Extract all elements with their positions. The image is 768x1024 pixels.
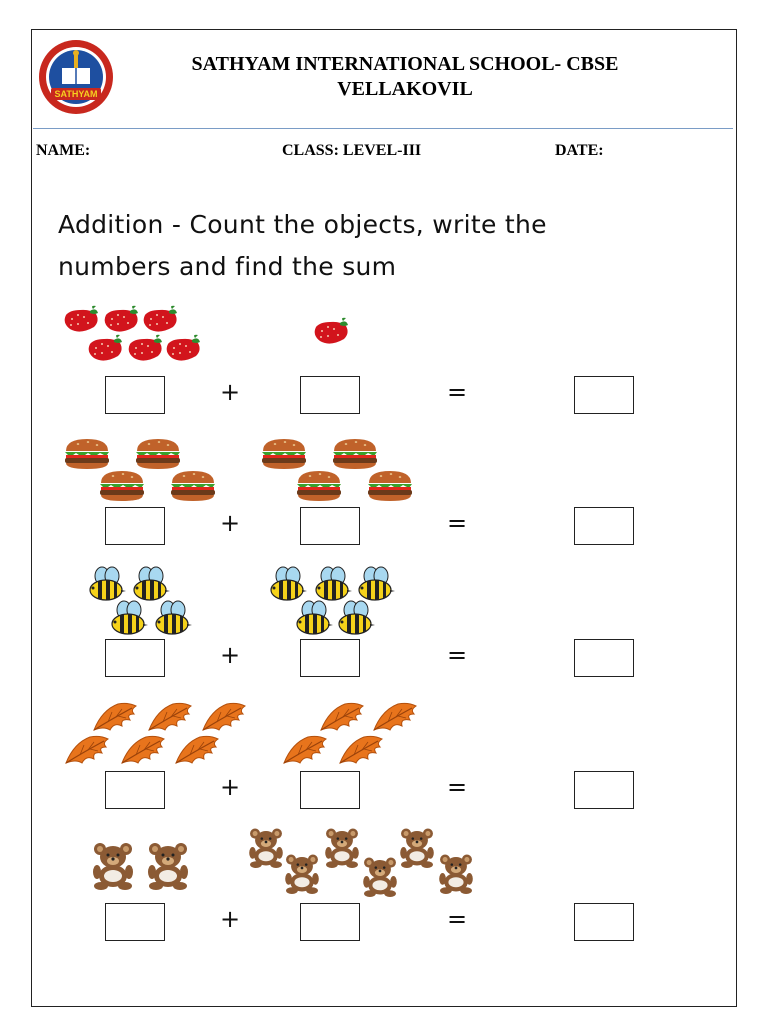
burger-icon [365,469,415,503]
instruction-text [58,204,718,288]
answer-box-sum-3[interactable] [574,639,634,677]
school-name-line2: VELLAKOVIL [337,78,473,100]
maple-leaf-icon [199,700,249,734]
teddy-bear-icon [396,826,438,868]
answer-box-right-4[interactable] [300,771,360,809]
answer-box-right-5[interactable] [300,903,360,941]
maple-leaf-icon [336,733,386,767]
teddy-bear-icon [281,852,323,894]
bee-icon [310,566,354,602]
burger-icon [259,437,309,471]
equals-sign: = [446,641,468,669]
burger-icon [168,469,218,503]
equals-sign: = [446,905,468,933]
equals-sign: = [446,773,468,801]
answer-box-sum-1[interactable] [574,376,634,414]
instruction-line1: Addition - Count the objects, write the [58,210,547,239]
equals-sign: = [446,509,468,537]
strawberry-icon [162,334,202,364]
teddy-bear-icon [321,826,363,868]
answer-box-left-3[interactable] [105,639,165,677]
maple-leaf-icon [145,700,195,734]
strawberry-icon [310,317,350,347]
plus-sign: + [219,905,241,933]
logo-text: SATHYAM [54,89,98,99]
header-divider [33,128,733,129]
maple-leaf-icon [317,700,367,734]
strawberry-icon [124,334,164,364]
maple-leaf-icon [90,700,140,734]
teddy-bear-icon [88,840,138,890]
strawberry-icon [60,305,100,335]
maple-leaf-icon [118,733,168,767]
maple-leaf-icon [370,700,420,734]
bee-icon [353,566,397,602]
name-label: NAME: [36,142,91,159]
equals-sign: = [446,378,468,406]
teddy-bear-icon [435,852,477,894]
answer-box-right-2[interactable] [300,507,360,545]
bee-icon [291,600,335,636]
answer-box-sum-4[interactable] [574,771,634,809]
plus-sign: + [219,378,241,406]
burger-icon [294,469,344,503]
strawberry-icon [139,305,179,335]
answer-box-left-2[interactable] [105,507,165,545]
plus-sign: + [219,641,241,669]
bee-icon [128,566,172,602]
school-name-line1: SATHYAM INTERNATIONAL SCHOOL- CBSE [191,53,619,75]
bee-icon [333,600,377,636]
answer-box-left-4[interactable] [105,771,165,809]
strawberry-icon [84,334,124,364]
school-name [130,52,680,102]
maple-leaf-icon [280,733,330,767]
burger-icon [62,437,112,471]
maple-leaf-icon [172,733,222,767]
class-label: CLASS: LEVEL-III [282,142,422,159]
answer-box-left-5[interactable] [105,903,165,941]
burger-icon [133,437,183,471]
answer-box-right-1[interactable] [300,376,360,414]
bee-icon [265,566,309,602]
answer-box-right-3[interactable] [300,639,360,677]
answer-box-left-1[interactable] [105,376,165,414]
bee-icon [150,600,194,636]
teddy-bear-icon [143,840,193,890]
answer-box-sum-2[interactable] [574,507,634,545]
instruction-line2: numbers and find the sum [58,252,397,281]
bee-icon [84,566,128,602]
answer-box-sum-5[interactable] [574,903,634,941]
school-logo [37,38,115,116]
burger-icon [330,437,380,471]
strawberry-icon [100,305,140,335]
maple-leaf-icon [62,733,112,767]
burger-icon [97,469,147,503]
date-label: DATE: [555,142,604,159]
teddy-bear-icon [359,855,401,897]
bee-icon [106,600,150,636]
plus-sign: + [219,509,241,537]
plus-sign: + [219,773,241,801]
